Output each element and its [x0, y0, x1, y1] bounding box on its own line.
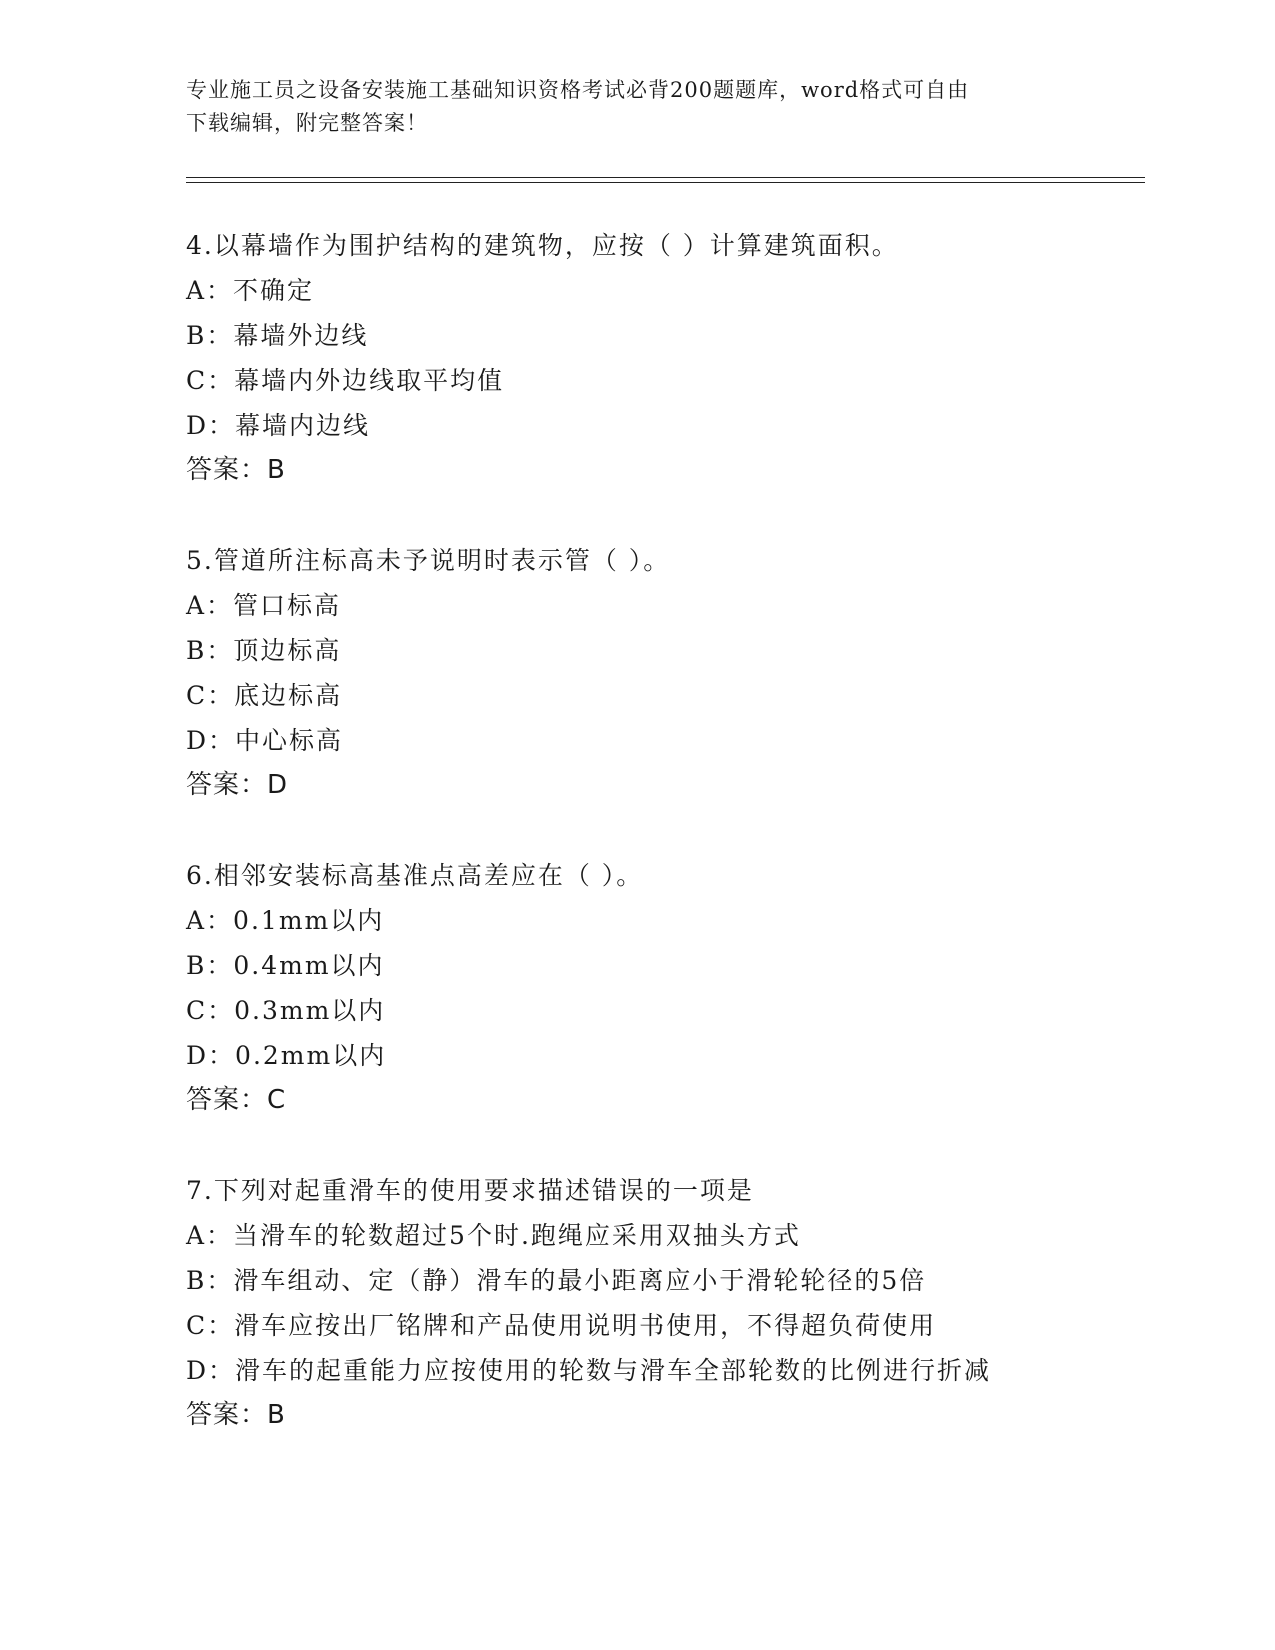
- option-d: D：滑车的起重能力应按使用的轮数与滑车全部轮数的比例进行折减: [186, 1356, 992, 1385]
- question-title: 6.相邻安装标高基准点高差应在（ ）。: [186, 861, 644, 890]
- option-c: C：底边标高: [186, 681, 343, 710]
- header-line-1: 专业施工员之设备安装施工基础知识资格考试必背200题题库，word格式可自由: [186, 78, 970, 102]
- answer: 答案：B: [186, 455, 286, 485]
- option-c: C：滑车应按出厂铭牌和产品使用说明书使用，不得超负荷使用: [186, 1311, 937, 1340]
- question-title: 5.管道所注标高未予说明时表示管（ ）。: [186, 546, 671, 575]
- question-block: [186, 1168, 1146, 1438]
- header-divider-bottom: [186, 182, 1145, 183]
- option-a: A：不确定: [186, 276, 315, 305]
- option-c: C：0.3mm以内: [186, 996, 386, 1025]
- question-block: [186, 538, 1146, 808]
- option-a: A：0.1mm以内: [186, 906, 385, 935]
- option-b: B：幕墙外边线: [186, 321, 369, 350]
- question-block: [186, 853, 1146, 1123]
- option-b: B：0.4mm以内: [186, 951, 385, 980]
- option-c: C：幕墙内外边线取平均值: [186, 366, 505, 395]
- answer: 答案：B: [186, 1400, 286, 1430]
- header-line-2: 下载编辑，附完整答案！: [186, 111, 428, 135]
- option-d: D：0.2mm以内: [186, 1041, 387, 1070]
- header-divider-top: [186, 177, 1145, 178]
- answer: 答案：C: [186, 1085, 287, 1115]
- answer: 答案：D: [186, 770, 289, 800]
- option-a: A：当滑车的轮数超过5个时.跑绳应采用双抽头方式: [186, 1221, 801, 1250]
- option-a: A：管口标高: [186, 591, 342, 620]
- question-title: 7.下列对起重滑车的使用要求描述错误的一项是: [186, 1176, 754, 1205]
- question-title: 4.以幕墙作为围护结构的建筑物，应按（ ）计算建筑面积。: [186, 231, 899, 260]
- option-d: D：中心标高: [186, 726, 344, 755]
- option-d: D：幕墙内边线: [186, 411, 371, 440]
- document-header: [186, 74, 1066, 140]
- question-block: [186, 223, 1146, 493]
- option-b: B：滑车组动、定（静）滑车的最小距离应小于滑轮轮径的5倍: [186, 1266, 927, 1295]
- option-b: B：顶边标高: [186, 636, 342, 665]
